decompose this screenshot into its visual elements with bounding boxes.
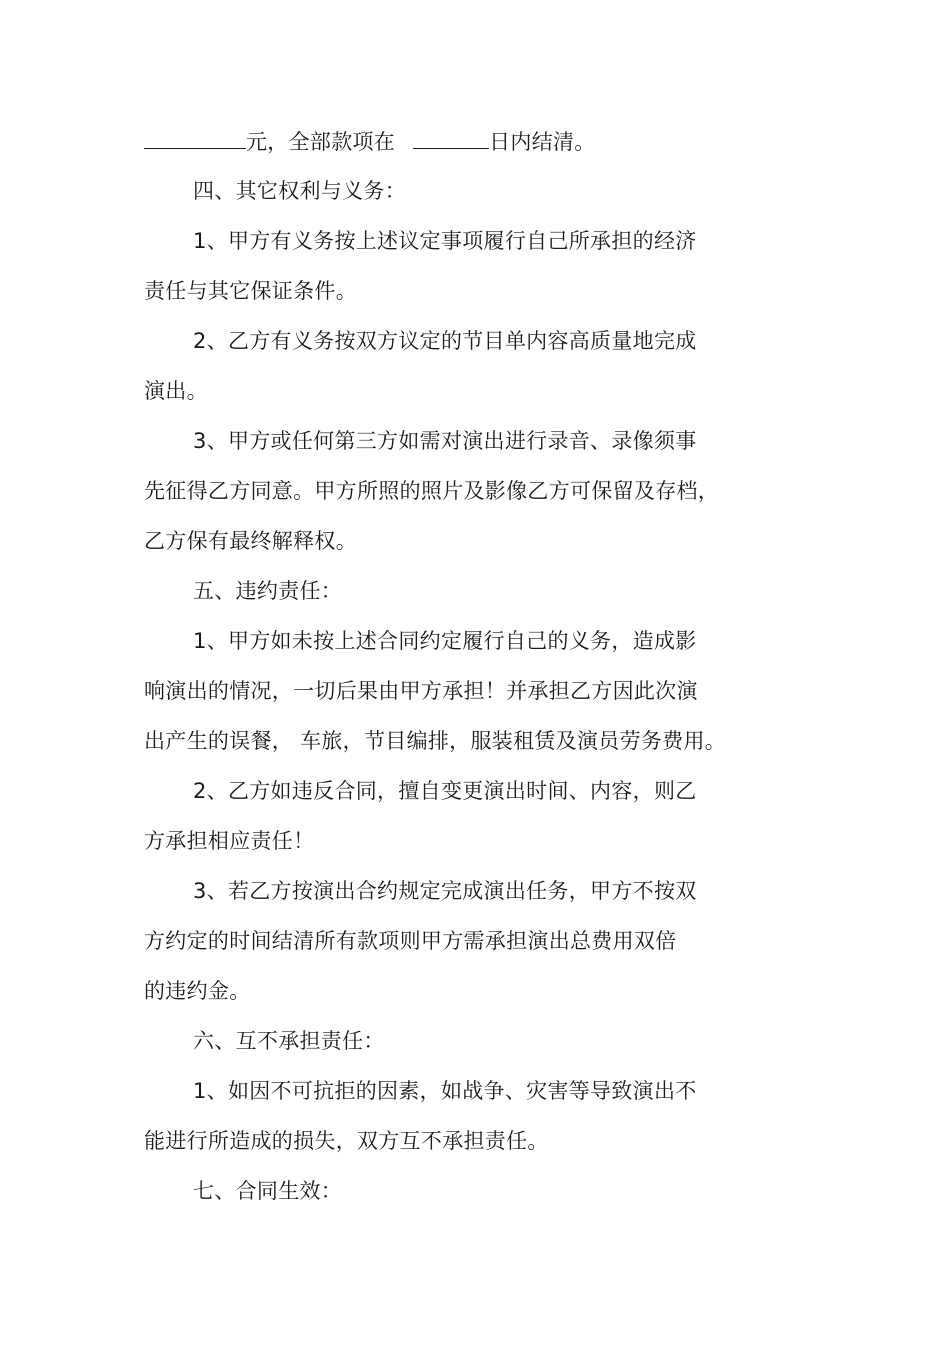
section-heading-effect: 七、合同生效： (193, 1179, 343, 1203)
paragraph-line: 责任与其它保证条件。 (144, 279, 357, 303)
paragraph-line: 3、甲方或任何第三方如需对演出进行录音、录像须事 (193, 429, 697, 453)
paragraph-line: 方承担相应责任！ (144, 829, 315, 853)
paragraph-line: 3、若乙方按演出合约规定完成演出任务，甲方不按双 (193, 879, 697, 903)
payment-text-b: 日内结清。 (489, 130, 596, 154)
payment-terms-line (144, 126, 596, 157)
paragraph-line: 2、乙方如违反合同，擅自变更演出时间、内容，则乙 (193, 779, 697, 803)
paragraph-line: 出产生的误餐， 车旅，节目编排，服装租赁及演员劳务费用。 (144, 729, 727, 753)
days-blank[interactable] (413, 126, 489, 149)
section-heading-breach: 五、违约责任： (193, 579, 343, 603)
paragraph-line: 1、甲方如未按上述合同约定履行自己的义务，造成影 (193, 629, 697, 653)
paragraph-line: 先征得乙方同意。甲方所照的照片及影像乙方可保留及存档， (144, 479, 720, 503)
paragraph-line: 1、甲方有义务按上述议定事项履行自己所承担的经济 (193, 229, 697, 253)
section-heading-rights: 四、其它权利与义务： (193, 179, 406, 203)
amount-blank[interactable] (144, 126, 246, 149)
paragraph-line: 乙方保有最终解释权。 (144, 529, 357, 553)
paragraph-line: 的违约金。 (144, 979, 251, 1003)
paragraph-line: 能进行所造成的损失，双方互不承担责任。 (144, 1129, 549, 1153)
paragraph-line: 响演出的情况，一切后果由甲方承担！并承担乙方因此次演 (144, 679, 698, 703)
paragraph-line: 方约定的时间结清所有款项则甲方需承担演出总费用双倍 (144, 929, 677, 953)
paragraph-line: 1、如因不可抗拒的因素，如战争、灾害等导致演出不 (193, 1079, 697, 1103)
paragraph-line: 演出。 (144, 379, 208, 403)
section-heading-no-liability: 六、互不承担责任： (193, 1029, 385, 1053)
paragraph-line: 2、乙方有义务按双方议定的节目单内容高质量地完成 (193, 329, 697, 353)
payment-text-a: 元，全部款项在 (246, 130, 396, 154)
